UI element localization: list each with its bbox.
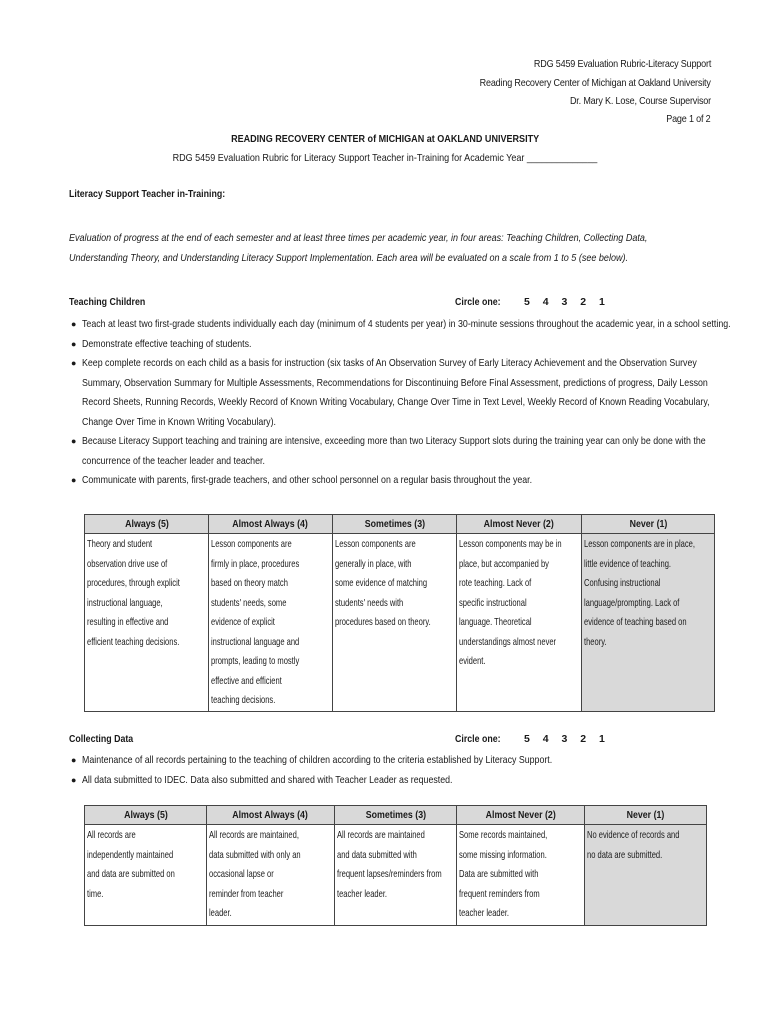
teacher-name-label: Literacy Support Teacher in-Training:	[69, 188, 226, 200]
cell-almost-never: Lesson components may be in place, but accompanied by rote teaching. Lack of specific instructional language. Theoretical understandings almost never evident.	[457, 534, 582, 712]
bullet-item: ● Demonstrate effective teaching of students.	[69, 335, 770, 355]
score-options: 5 4 3 2 1	[524, 296, 605, 308]
bullet-item: ● Keep complete records on each child as a basis for instruction (six tasks of An Observation Survey of Early Literacy Achievement and the Observation Survey Summary, Observation Summary for Multiple Assessments, Recommendations for Discontinuing Before Final Assessment, predictions of progress, Daily Lesson Record Sheets, Running Records, Weekly Record of Known Writing Vocabulary, Change Over Time in Text Level, Weekly Record of Known Reading Vocabulary, Change Over Time in Known Writing Vocabulary).	[69, 354, 770, 432]
cell-almost-always: All records are maintained, data submitted with only an occasional lapse or reminder from teacher leader.	[207, 825, 335, 926]
score-options: 5 4 3 2 1	[524, 733, 605, 745]
bullet-item: ● Because Literacy Support teaching and training are intensive, exceeding more than two Literacy Support slots during the training year can only be done with the concurrence of the teacher leader and teacher.	[69, 432, 770, 471]
cell-almost-always: Lesson components are firmly in place, procedures based on theory match students' needs, some evidence of explicit instructional language and prompts, leading to mostly effective and efficient teaching decisions.	[209, 534, 333, 712]
document-title: READING RECOVERY CENTER of MICHIGAN at OAKLAND UNIVERSITY	[230, 133, 540, 145]
bullet-dot-icon: ●	[71, 774, 77, 785]
bullet-dot-icon: ●	[71, 358, 77, 368]
table-row	[85, 534, 715, 712]
column-header-sometimes: Sometimes (3)	[335, 806, 457, 825]
bullet-dot-icon: ●	[71, 475, 77, 485]
collecting-data-rubric-table	[84, 805, 707, 926]
bullet-item: ● All data submitted to IDEC. Data also submitted and shared with Teacher Leader as requested.	[69, 771, 642, 791]
bullet-item: ● Maintenance of all records pertaining to the teaching of children according to the criteria established by Literacy Support.	[69, 751, 642, 771]
header-center: Reading Recovery Center of Michigan at Oakland University	[479, 77, 711, 89]
bullet-dot-icon: ●	[71, 755, 77, 765]
cell-always: Theory and student observation drive use of procedures, through explicit instructional language, resulting in effective and efficient teaching decisions.	[85, 534, 209, 712]
column-header-almost-always: Almost Always (4)	[209, 515, 333, 534]
column-header-almost-never: Almost Never (2)	[457, 515, 582, 534]
cell-sometimes: All records are maintained and data submitted with frequent lapses/reminders from teacher leader.	[335, 825, 457, 926]
section-title-collecting-data: Collecting Data	[69, 733, 134, 745]
header-supervisor: Dr. Mary K. Lose, Course Supervisor	[569, 95, 711, 107]
bullet-item: ● Communicate with parents, first-grade teachers, and other school personnel on a regular basis throughout the year.	[69, 471, 770, 491]
document-subtitle: RDG 5459 Evaluation Rubric for Literacy Support Teacher in-Training for Academic Year ______________	[172, 152, 598, 164]
circle-one-label: Circle one:	[455, 296, 501, 308]
cell-sometimes: Lesson components are generally in place, with some evidence of matching students' needs with procedures based on theory.	[333, 534, 457, 712]
circle-one-label: Circle one:	[455, 733, 501, 745]
header-page-number: Page 1 of 2	[666, 113, 711, 125]
bullet-item: ● Teach at least two first-grade students individually each day (minimum of 4 students per year) in 30-minute sessions throughout the academic year, in a school setting.	[69, 315, 770, 335]
column-header-sometimes: Sometimes (3)	[333, 515, 457, 534]
bullet-dot-icon: ●	[71, 319, 77, 329]
column-header-always: Always (5)	[85, 515, 209, 534]
cell-always: All records are independently maintained and data are submitted on time.	[85, 825, 207, 926]
table-row	[85, 825, 707, 926]
teaching-children-bullets	[69, 315, 770, 491]
column-header-almost-never: Almost Never (2)	[457, 806, 585, 825]
bullet-dot-icon: ●	[71, 436, 77, 446]
intro-paragraph: Evaluation of progress at the end of each semester and at least three times per academic year, in four areas: Teaching Children, Collecting Data, Understanding Theory, and Understanding Literacy Support Implementation. Each area will be evaluated on a scale from 1 to 5 (see below).	[69, 232, 648, 264]
bullet-dot-icon: ●	[71, 338, 77, 349]
teaching-children-rubric-table	[84, 514, 715, 712]
column-header-never: Never (1)	[585, 806, 707, 825]
header-course: RDG 5459 Evaluation Rubric-Literacy Support	[533, 58, 711, 70]
table-header-row	[85, 806, 707, 825]
cell-never: Lesson components are in place, little evidence of teaching. Confusing instructional language/prompting. Lack of evidence of teaching based on theory.	[582, 534, 715, 712]
section-title-teaching-children: Teaching Children	[69, 296, 146, 308]
cell-almost-never: Some records maintained, some missing information. Data are submitted with frequent reminders from teacher leader.	[457, 825, 585, 926]
cell-never: No evidence of records and no data are submitted.	[585, 825, 707, 926]
table-header-row	[85, 515, 715, 534]
collecting-data-bullets	[69, 751, 642, 790]
column-header-almost-always: Almost Always (4)	[207, 806, 335, 825]
column-header-never: Never (1)	[582, 515, 715, 534]
column-header-always: Always (5)	[85, 806, 207, 825]
